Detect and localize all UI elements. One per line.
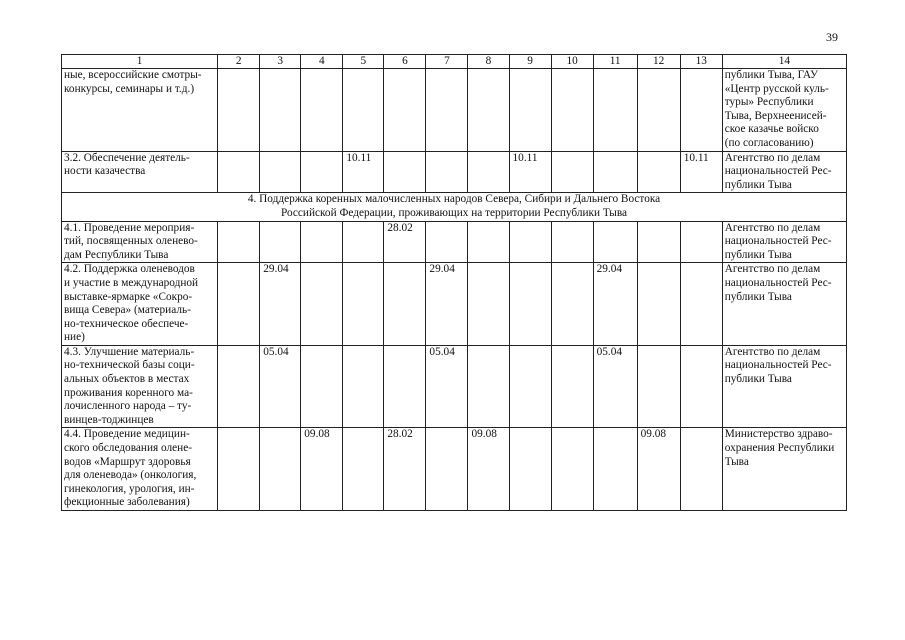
schedule-cell — [301, 221, 343, 263]
column-header-9: 9 — [509, 55, 551, 69]
schedule-cell — [343, 69, 384, 152]
header-row — [62, 55, 847, 69]
column-header-2: 2 — [218, 55, 260, 69]
table-row — [62, 151, 847, 193]
schedule-cell — [343, 428, 384, 511]
table-row — [62, 69, 847, 152]
schedule-cell — [301, 69, 343, 152]
schedule-cell — [301, 345, 343, 428]
column-header-12: 12 — [637, 55, 680, 69]
schedule-cell — [551, 263, 593, 346]
schedule-cell — [551, 221, 593, 263]
schedule-cell — [260, 221, 301, 263]
schedule-cell — [384, 151, 426, 193]
schedule-cell — [301, 263, 343, 346]
schedule-cell — [218, 151, 260, 193]
schedule-cell — [426, 69, 468, 152]
schedule-cell: 10.11 — [343, 151, 384, 193]
responsible-executor: Агентство по делам национальностей Рес- публики Тыва — [722, 221, 846, 263]
schedule-cell — [637, 221, 680, 263]
schedule-cell — [260, 69, 301, 152]
page-number: 39 — [826, 30, 838, 44]
schedule-cell — [218, 69, 260, 152]
schedule-cell — [680, 221, 722, 263]
schedule-cell: 29.04 — [260, 263, 301, 346]
schedule-cell — [593, 221, 637, 263]
schedule-cell: 10.11 — [509, 151, 551, 193]
schedule-cell — [637, 263, 680, 346]
responsible-executor: Агентство по делам национальностей Рес- публики Тыва — [722, 151, 846, 193]
schedule-cell — [509, 263, 551, 346]
column-header-1: 1 — [62, 55, 218, 69]
schedule-cell: 09.08 — [301, 428, 343, 511]
schedule-cell: 09.08 — [637, 428, 680, 511]
schedule-cell — [343, 345, 384, 428]
schedule-cell: 05.04 — [593, 345, 637, 428]
schedule-cell — [593, 151, 637, 193]
schedule-cell — [680, 345, 722, 428]
activity-name: 4.2. Поддержка оленеводов и участие в международной выставке-ярмарке «Сокро- вища Севера» (материаль- но-техническое обеспече- ние) — [62, 263, 218, 346]
schedule-cell: 09.08 — [468, 428, 509, 511]
schedule-cell — [384, 69, 426, 152]
schedule-cell — [343, 221, 384, 263]
column-header-14: 14 — [722, 55, 846, 69]
column-header-10: 10 — [551, 55, 593, 69]
table-row — [62, 428, 847, 511]
schedule-cell: 05.04 — [260, 345, 301, 428]
schedule-cell — [509, 428, 551, 511]
schedule-cell — [218, 221, 260, 263]
schedule-cell — [637, 345, 680, 428]
schedule-cell — [551, 69, 593, 152]
schedule-cell: 10.11 — [680, 151, 722, 193]
schedule-cell — [551, 345, 593, 428]
schedule-cell — [260, 151, 301, 193]
column-header-6: 6 — [384, 55, 426, 69]
column-header-8: 8 — [468, 55, 509, 69]
schedule-cell — [593, 428, 637, 511]
schedule-cell — [593, 69, 637, 152]
activity-name: 3.2. Обеспечение деятель- ности казачества — [62, 151, 218, 193]
schedule-cell — [384, 345, 426, 428]
section-title: 4. Поддержка коренных малочисленных народов Севера, Сибири и Дальнего Востока Российской Федерации, проживающих на территории Республики Тыва — [62, 193, 847, 221]
schedule-cell — [551, 151, 593, 193]
schedule-cell — [260, 428, 301, 511]
column-header-4: 4 — [301, 55, 343, 69]
schedule-cell: 28.02 — [384, 221, 426, 263]
schedule-cell: 28.02 — [384, 428, 426, 511]
activity-name: 4.3. Улучшение материаль- но-технической базы соци- альных объектов в местах проживания коренного ма- лочисленного народа – ту- винцев-тоджинцев — [62, 345, 218, 428]
schedule-cell — [468, 345, 509, 428]
schedule-cell — [680, 428, 722, 511]
schedule-cell — [468, 151, 509, 193]
schedule-cell — [509, 69, 551, 152]
schedule-cell: 05.04 — [426, 345, 468, 428]
schedule-cell — [301, 151, 343, 193]
activity-name: ные, всероссийские смотры- конкурсы, семинары и т.д.) — [62, 69, 218, 152]
section-row — [62, 193, 847, 221]
schedule-cell — [551, 428, 593, 511]
activity-name: 4.1. Проведение мероприя- тий, посвященных оленево- дам Республики Тыва — [62, 221, 218, 263]
schedule-cell — [468, 263, 509, 346]
table-row — [62, 345, 847, 428]
column-header-5: 5 — [343, 55, 384, 69]
column-header-11: 11 — [593, 55, 637, 69]
schedule-cell — [426, 151, 468, 193]
responsible-executor: Министерство здраво- охранения Республики Тыва — [722, 428, 846, 511]
plan-table — [61, 54, 847, 511]
schedule-cell — [637, 69, 680, 152]
schedule-cell — [468, 221, 509, 263]
schedule-cell — [426, 428, 468, 511]
schedule-cell — [680, 263, 722, 346]
responsible-executor: публики Тыва, ГАУ «Центр русской куль- туры» Республики Тыва, Верхнеенисей- ское казачье войско (по согласованию) — [722, 69, 846, 152]
schedule-cell — [509, 221, 551, 263]
schedule-cell — [384, 263, 426, 346]
table-row — [62, 263, 847, 346]
schedule-cell — [218, 263, 260, 346]
column-header-13: 13 — [680, 55, 722, 69]
schedule-cell — [426, 221, 468, 263]
responsible-executor: Агентство по делам национальностей Рес- публики Тыва — [722, 345, 846, 428]
schedule-cell: 29.04 — [426, 263, 468, 346]
activity-name: 4.4. Проведение медицин- ского обследования олене- водов «Маршрут здоровья для оленевода» (онкология, гинекология, урология, ин- фекционные заболевания) — [62, 428, 218, 511]
schedule-cell — [218, 345, 260, 428]
schedule-cell — [468, 69, 509, 152]
table-row — [62, 221, 847, 263]
schedule-cell — [218, 428, 260, 511]
schedule-cell — [343, 263, 384, 346]
schedule-cell — [680, 69, 722, 152]
responsible-executor: Агентство по делам национальностей Рес- публики Тыва — [722, 263, 846, 346]
column-header-3: 3 — [260, 55, 301, 69]
schedule-cell — [637, 151, 680, 193]
schedule-cell — [509, 345, 551, 428]
schedule-cell: 29.04 — [593, 263, 637, 346]
column-header-7: 7 — [426, 55, 468, 69]
